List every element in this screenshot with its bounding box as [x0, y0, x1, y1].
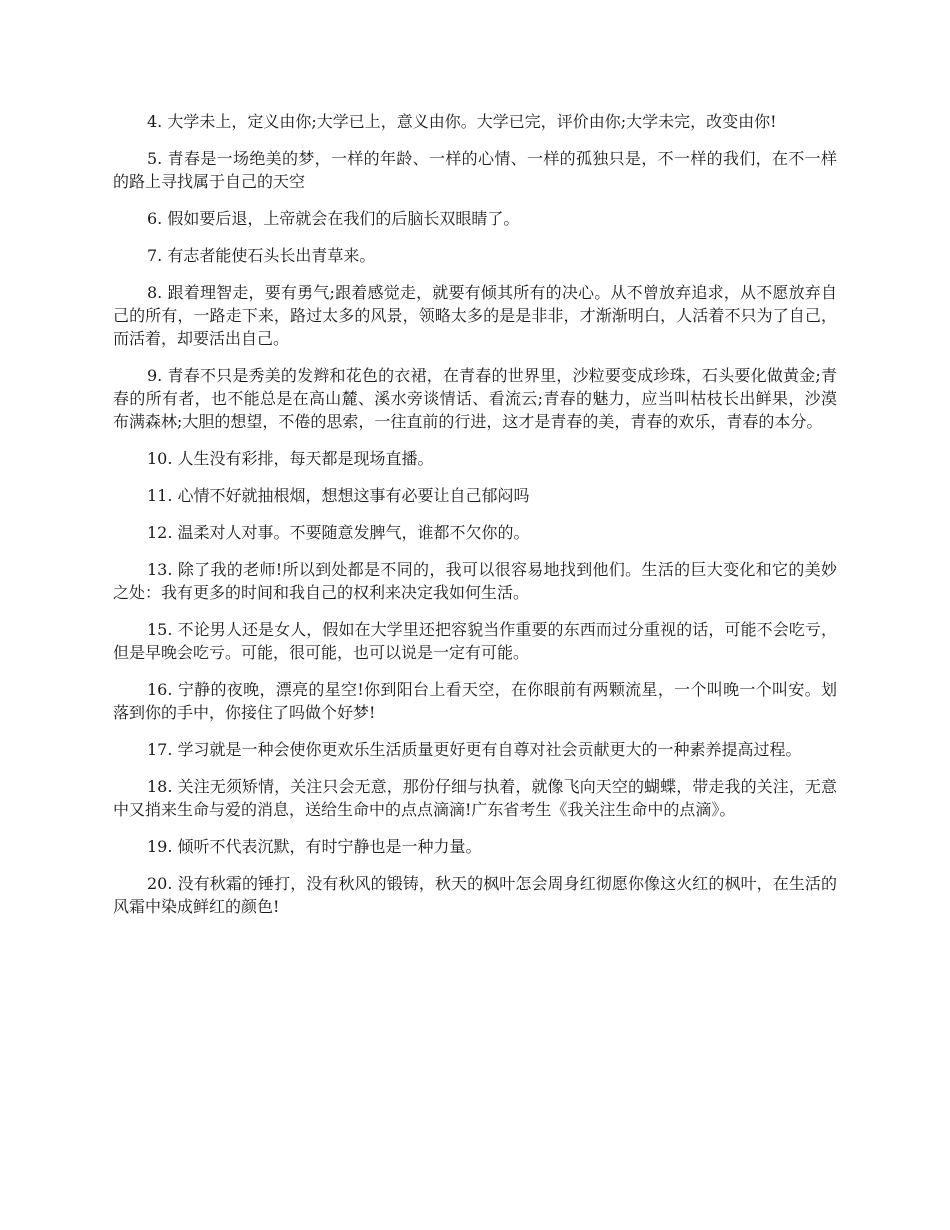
paragraph-12: 12. 温柔对人对事。不要随意发脾气，谁都不欠你的。	[147, 523, 530, 542]
paragraph-13: 13. 除了我的老师!所以到处都是不同的，我可以很容易地找到他们。生活的巨大变化和它的美妙之处：我有更多的时间和我自己的权利来决定我如何生活。	[113, 560, 837, 602]
paragraph-18: 18. 关注无须矫情，关注只会无意，那份仔细与执着，就像飞向天空的蝴蝶，带走我的关注，无意中又捎来生命与爱的消息，送给生命中的点点滴滴!广东省考生《我关注生命中的点滴》。	[113, 777, 837, 819]
paragraph-5: 5. 青春是一场绝美的梦，一样的年龄、一样的心情、一样的孤独只是，不一样的我们，在不一样的路上寻找属于自己的天空	[113, 149, 837, 191]
paragraph-6: 6. 假如要后退，上帝就会在我们的后脑长双眼睛了。	[147, 209, 520, 228]
paragraph-16: 16. 宁静的夜晚，漂亮的星空!你到阳台上看天空，在你眼前有两颗流星，一个叫晚一个叫安。划落到你的手中，你接住了吗做个好梦!	[113, 680, 837, 722]
paragraph-11: 11. 心情不好就抽根烟，想想这事有必要让自己郁闷吗	[147, 486, 530, 505]
document-page	[113, 110, 837, 932]
paragraph-10: 10. 人生没有彩排，每天都是现场直播。	[147, 449, 434, 468]
paragraph-17: 17. 学习就是一种会使你更欢乐生活质量更好更有自尊对社会贡献更大的一种素养提高过程。	[147, 740, 802, 759]
paragraph-8: 8. 跟着理智走，要有勇气;跟着感觉走，就要有倾其所有的决心。从不曾放弃追求，从不愿放弃自己的所有，一路走下来，路过太多的风景，领略太多的是是非非，才渐渐明白，人活着不只为了自己，而活着，却要活出自己。	[113, 283, 837, 348]
paragraph-15: 15. 不论男人还是女人，假如在大学里还把容貌当作重要的东西而过分重视的话，可能不会吃亏，但是早晚会吃亏。可能，很可能，也可以说是一定有可能。	[113, 620, 837, 662]
paragraph-19: 19. 倾听不代表沉默，有时宁静也是一种力量。	[147, 837, 482, 856]
paragraph-4: 4. 大学未上，定义由你;大学已上，意义由你。大学已完，评价由你;大学未完，改变由你!	[147, 112, 777, 131]
paragraph-9: 9. 青春不只是秀美的发辫和花色的衣裙，在青春的世界里，沙粒要变成珍珠，石头要化做黄金;青春的所有者，也不能总是在高山麓、溪水旁谈情话、看流云;青春的魅力，应当叫枯枝长出鲜果，沙漠布满森林;大胆的想望，不倦的思索，一往直前的行进，这才是青春的美，青春的欢乐，青春的本分。	[113, 366, 837, 431]
paragraph-7: 7. 有志者能使石头长出青草来。	[147, 246, 376, 265]
paragraph-20: 20. 没有秋霜的锤打，没有秋风的锻铸，秋天的枫叶怎会周身红彻愿你像这火红的枫叶，在生活的风霜中染成鲜红的颜色!	[113, 874, 837, 916]
